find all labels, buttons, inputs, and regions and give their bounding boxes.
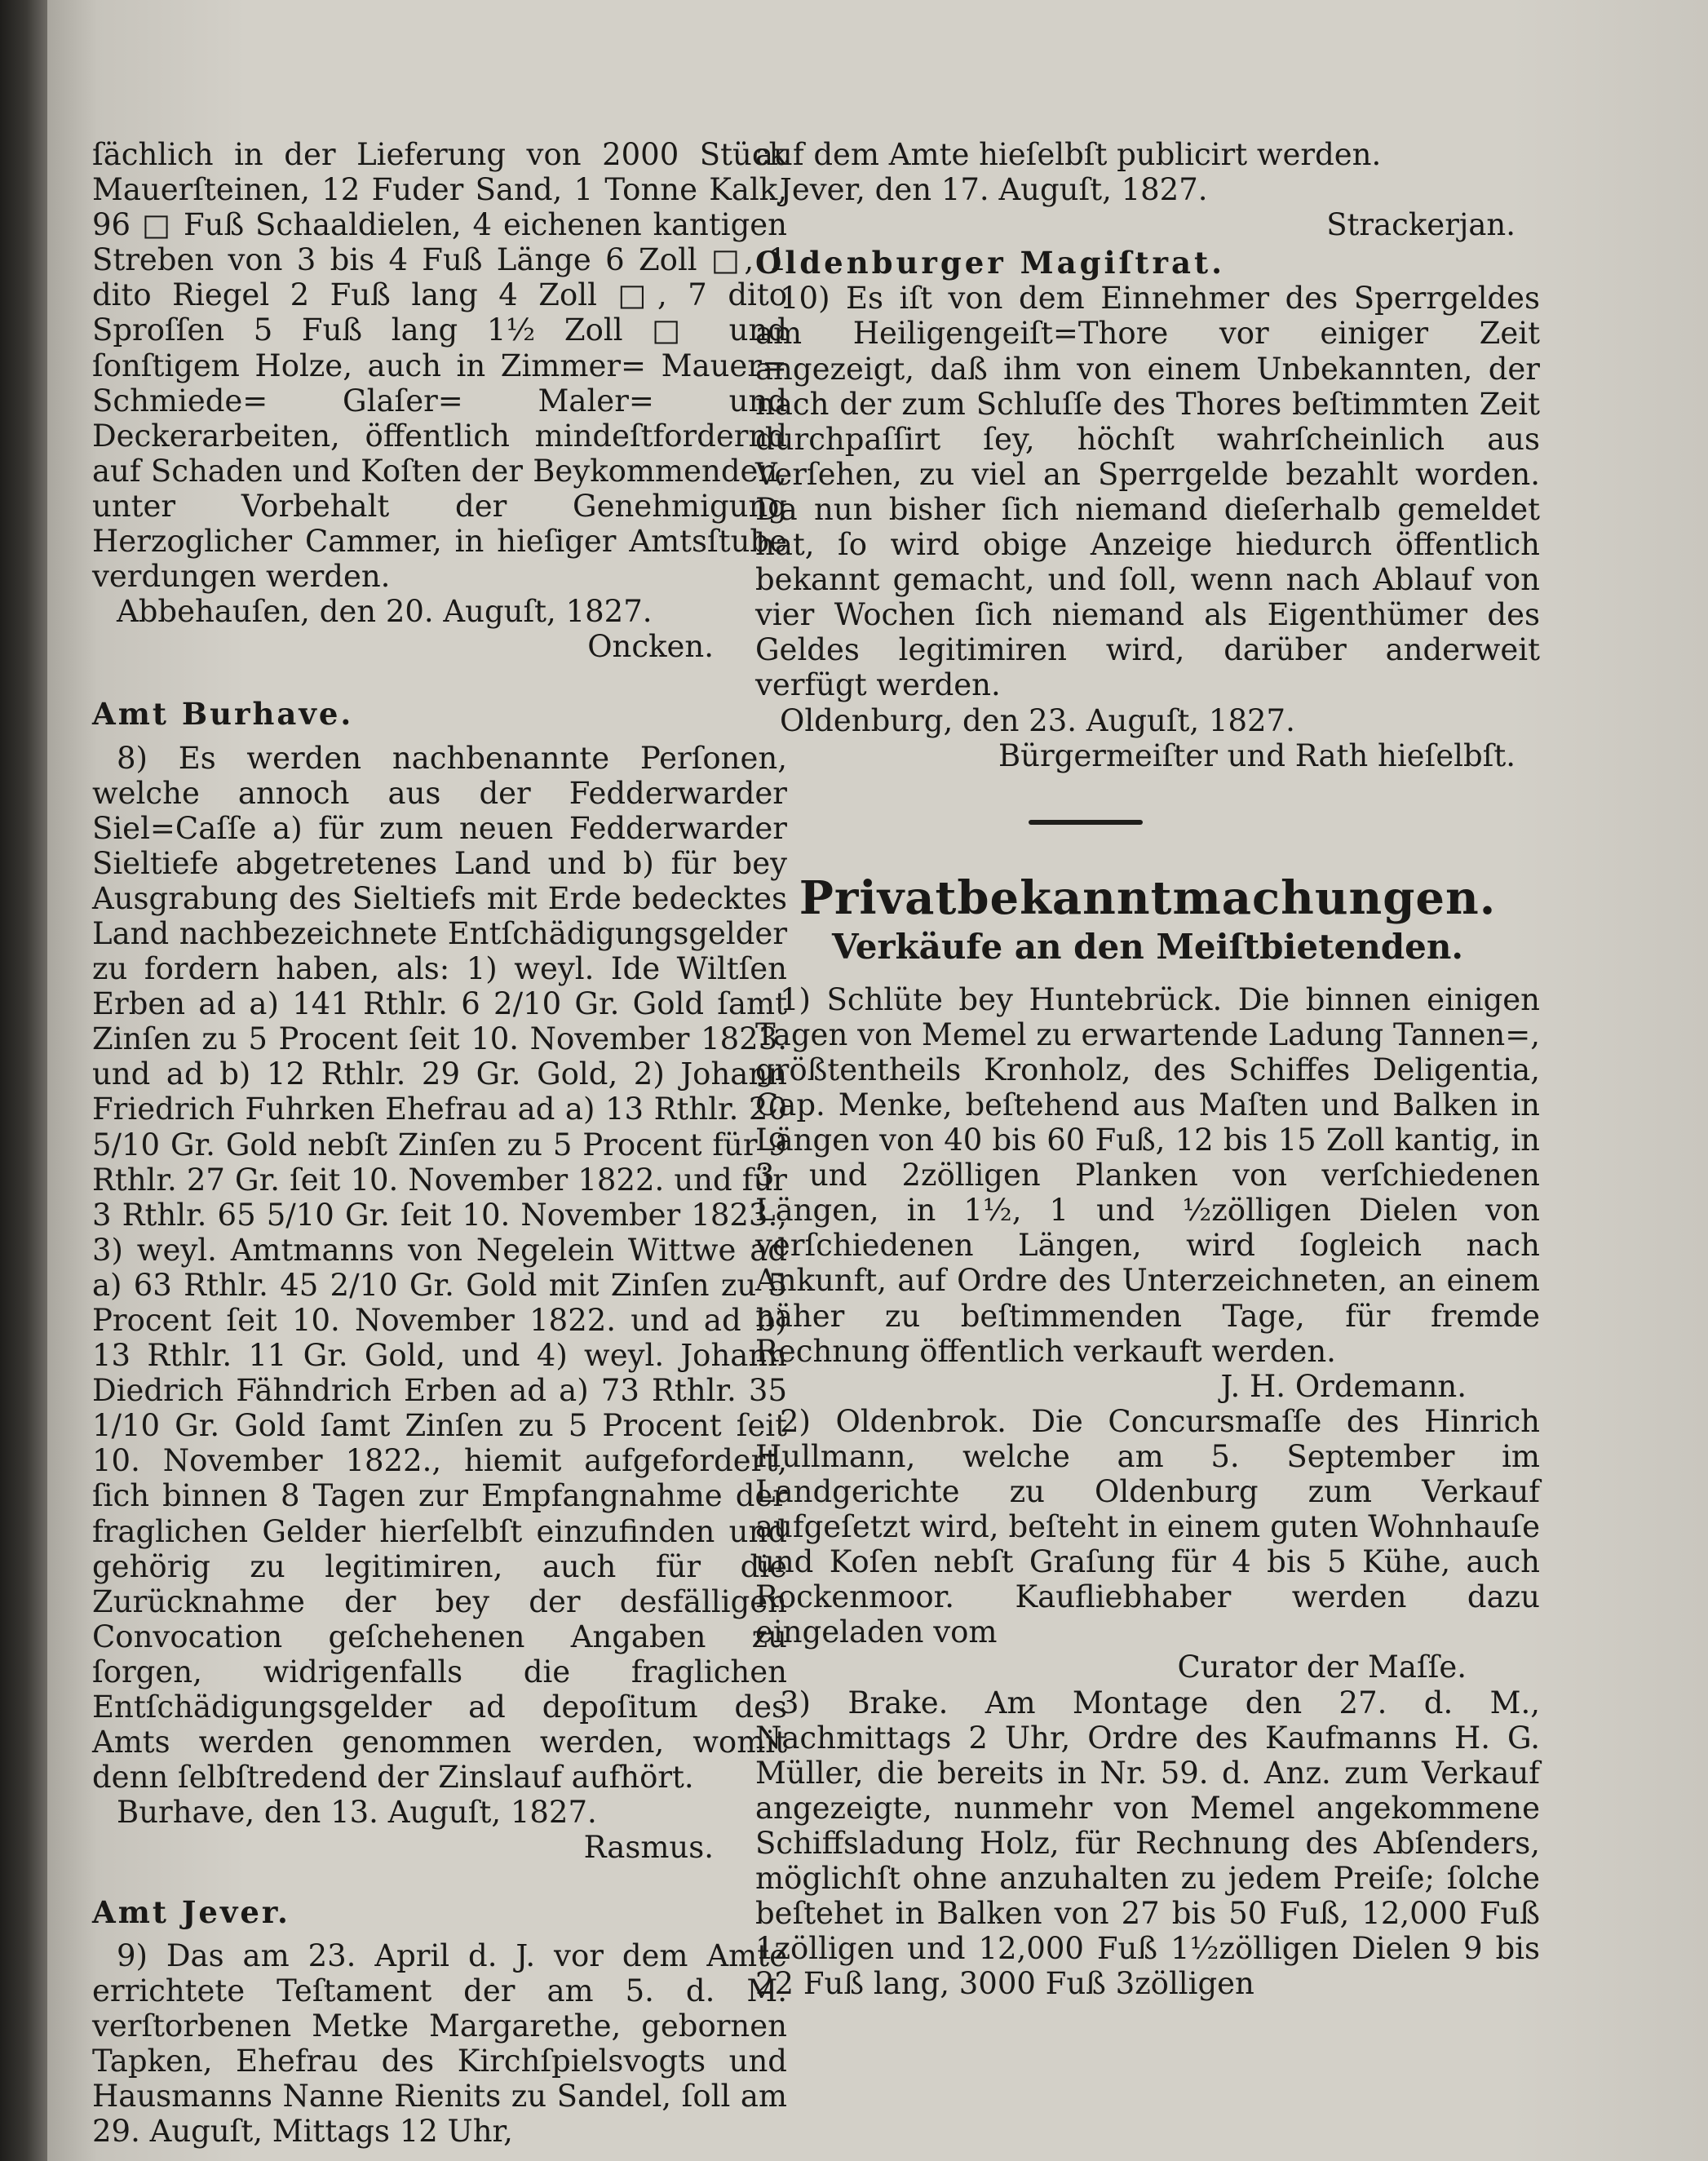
notice-9-signature: Strackerjan. [1326, 207, 1516, 243]
notice-7-date: Abbehauſen, den 20. Auguſt, 1827. [117, 594, 653, 630]
notice-10-body: 10) Es iſt von dem Einnehmer des Sperrgeldes am Heiligengeiſt=Thore vor einiger Zeit angezeigt, daß ihm von einem Unbekannten, der nach der zum Schluſſe des Thores beſtimmten Zeit durchpaſſirt ſey, höchſt wahrſcheinlich aus Verſehen, zu viel an Sperrgelde bezahlt worden. Da nun bisher ſich niemand dieſerhalb gemeldet hat, ſo wird obige Anzeige hiedurch öffentlich bekannt gemacht, und ſoll, wenn nach Ablauf von vier Wochen ſich niemand als Eigenthümer des Geldes legitimiren wird, darüber anderweit verfügt werden. [755, 281, 1540, 703]
newspaper-page [47, 0, 1708, 2161]
notice-8-body: 8) Es werden nachbenannte Perſonen, welche annoch aus der Fedderwarder Siel=Caſſe a) für zum neuen Fedderwarder Sieltiefe abgetretenes Land und b) für bey Ausgrabung des Sieltiefs mit Erde bedecktes Land nachbezeichnete Entſchädigungsgelder zu fordern haben, als: 1) weyl. Ide Wiltſen Erben ad a) 141 Rthlr. 6 2/10 Gr. Gold ſamt Zinſen zu 5 Procent ſeit 10. November 1823. und ad b) 12 Rthlr. 29 Gr. Gold, 2) Johann Friedrich Fuhrken Ehefrau ad a) 13 Rthlr. 20 5/10 Gr. Gold nebſt Zinſen zu 5 Procent für 9 Rthlr. 27 Gr. ſeit 10. November 1822. und für 3 Rthlr. 65 5/10 Gr. ſeit 10. November 1823., 3) weyl. Amtmanns von Negelein Wittwe ad a) 63 Rthlr. 45 2/10 Gr. Gold mit Zinſen zu 5 Procent ſeit 10. November 1822. und ad b) 13 Rthlr. 11 Gr. Gold, und 4) weyl. Johann Diedrich Fähndrich Erben ad a) 73 Rthlr. 35 1/10 Gr. Gold ſamt Zinſen zu 5 Procent ſeit 10. November 1822., hiemit aufgefordert, ſich binnen 8 Tagen zur Empfangnahme der fraglichen Gelder hierſelbſt einzufinden und gehörig zu legitimiren, auch für die Zurücknahme der bey der desfälligen Convocation geſchehenen Angaben zu ſorgen, widrigenfalls die fraglichen Entſchädigungsgelder ad depoſitum des Amts werden genommen werden, womit denn ſelbſtredend der Zinslauf aufhört. [92, 740, 787, 1796]
notice-7-signature: Oncken. [587, 629, 714, 665]
sale-item-3-body: 3) Brake. Am Montage den 27. d. M., Nachmittags 2 Uhr, Ordre des Kaufmanns H. G. Müller, die bereits in Nr. 59. d. Anz. zum Verkauf angezeigte, nunmehr von Memel angekommene Schiffsladung Holz, für Rechnung des Abſenders, möglichſt ohne anzuhalten zu jedem Preiſe; ſolche beſtehet in Balken von 27 bis 50 Fuß, 12,000 Fuß 1zölligen und 12,000 Fuß 1½zölligen Dielen 9 bis 22 Fuß lang, 3000 Fuß 3zölligen [755, 1685, 1540, 2002]
sale-item-1-body: 1) Schlüte bey Huntebrück. Die binnen einigen Tagen von Memel zu erwartende Ladung Tannen=, größtentheils Kronholz, des Schiffes Deligentia, Cap. Menke, beſtehend aus Maſten und Balken in Längen von 40 bis 60 Fuß, 12 bis 15 Zoll kantig, in 3 und 2zölligen Planken von verſchiedenen Längen, in 1½, 1 und ½zölligen Dielen von verſchiedenen Längen, wird ſogleich nach Ankunft, auf Ordre des Unterzeichneten, an einem näher zu beſtimmenden Tage, für fremde Rechnung öffentlich verkauft werden. [755, 981, 1540, 1369]
notice-10-signature: Bürgermeiſter und Rath hieſelbſt. [998, 737, 1516, 773]
sale-item-1-signature: J. H. Ordemann. [1220, 1368, 1467, 1404]
sale-item-2-body: 2) Oldenbrok. Die Concursmaſſe des Hinrich Hullmann, welche am 5. September im Landgerichte zu Oldenburg zum Verkauf aufgeſetzt wird, beſteht in einem guten Wohnhauſe und Koſen nebſt Graſung für 4 bis 5 Kühe, auch Rockenmoor. Kaufliebhaber werden dazu eingeladen vom [755, 1403, 1540, 1650]
notice-9-body: 9) Das am 23. April d. J. vor dem Amte errichtete Teſtament der am 5. d. M. verſtorbenen Metke Margarethe, gebornen Tapken, Ehefrau des Kirchſpielsvogts und Hausmanns Nanne Rienits zu Sandel, ſoll am 29. Auguſt, Mittags 12 Uhr, [92, 1937, 787, 2150]
notice-10-date: Oldenburg, den 23. Auguſt, 1827. [780, 702, 1295, 738]
sale-item-2-signature: Curator der Maſſe. [1177, 1650, 1467, 1685]
left-column [92, 137, 787, 2149]
heading-amt-jever: Amt Jever. [92, 1893, 290, 1930]
heading-oldenburger-magistrat: Oldenburger Magiſtrat. [755, 245, 1225, 281]
divider-rule [1029, 820, 1143, 825]
section-divider [755, 773, 1540, 871]
notice-8-date: Burhave, den 13. Auguſt, 1827. [117, 1795, 597, 1831]
notice-7-body: ſächlich in der Lieferung von 2000 Stück Mauerſteinen, 12 Fuder Sand, 1 Tonne Kalk, 96 □ Fuß Schaaldielen, 4 eichenen kantigen Streben von 3 bis 4 Fuß Länge 6 Zoll □, 1 dito Riegel 2 Fuß lang 4 Zoll □, 7 dito Sproſſen 5 Fuß lang 1½ Zoll □ und ſonſtigem Holze, auch in Zimmer= Mauer= Schmiede= Glaſer= Maler= und Deckerarbeiten, öffentlich mindeſtfordernd auf Schaden und Koſten der Beykommenden, unter Vorbehalt der Genehmigung Herzoglicher Cammer, in hieſiger Amtsſtube verdungen werden. [92, 137, 787, 595]
right-column [755, 137, 1540, 2001]
notice-9-continuation: auf dem Amte hieſelbſt publicirt werden. [755, 137, 1382, 172]
book-gutter [0, 0, 47, 2161]
notice-9-date: Jever, den 17. Auguſt, 1827. [780, 172, 1208, 208]
section-title-privatbekanntmachungen: Privatbekanntmachungen. [799, 870, 1497, 925]
heading-amt-burhave: Amt Burhave. [92, 696, 354, 733]
notice-8-signature: Rasmus. [583, 1830, 714, 1866]
section-subtitle-verkaeufe: Verkäufe an den Meiſtbietenden. [831, 926, 1464, 967]
